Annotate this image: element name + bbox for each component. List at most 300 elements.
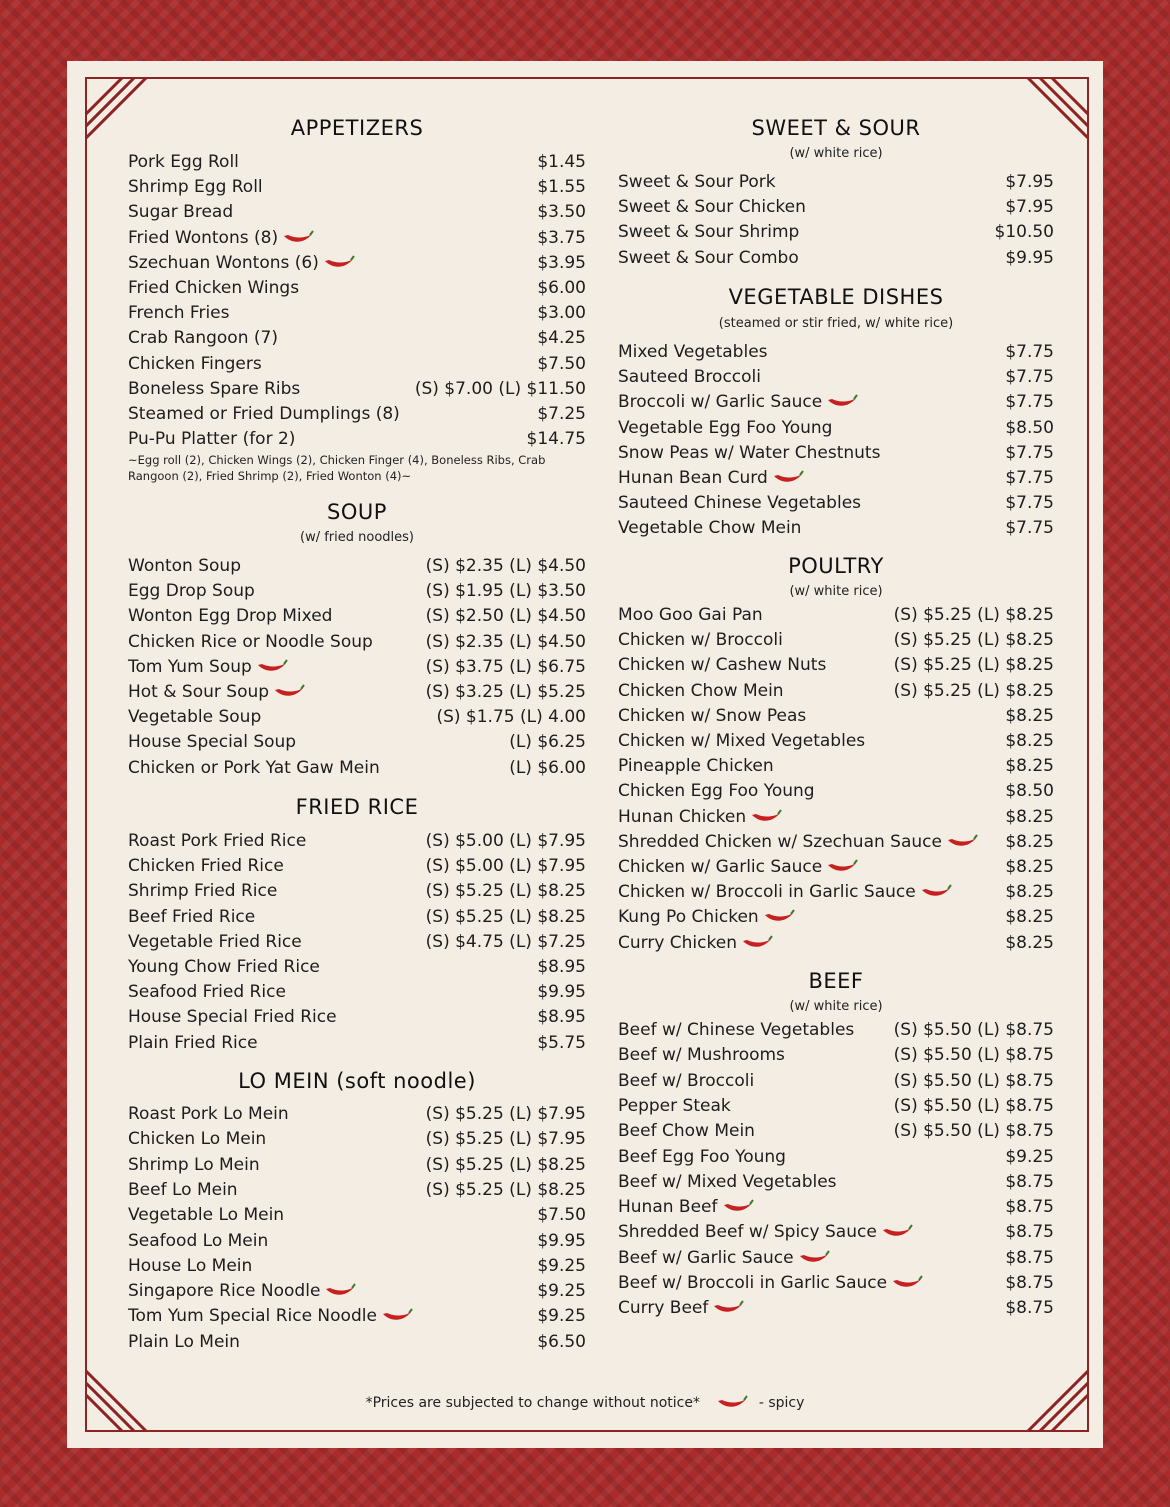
- menu-item-price: (L) $6.25: [509, 732, 586, 753]
- menu-item-name: [128, 404, 400, 424]
- menu-item-price: $7.75: [1005, 518, 1054, 539]
- menu-item-price: (S) $5.25 (L) $8.25: [893, 655, 1054, 676]
- menu-item-price: $7.50: [537, 1205, 586, 1226]
- menu-item-name: [128, 1180, 238, 1200]
- menu-item-label: Sweet & Sour Combo: [618, 247, 799, 268]
- menu-item-name: [618, 1071, 754, 1091]
- menu-item: [128, 1330, 586, 1354]
- menu-item-label: Chicken w/ Snow Peas: [618, 705, 807, 726]
- menu-item-price: (S) $5.25 (L) $8.25: [425, 906, 586, 927]
- menu-item-name: [128, 758, 380, 778]
- menu-item-name: [618, 807, 782, 827]
- menu-item-label: Curry Beef: [618, 1298, 709, 1319]
- menu-item-name: [128, 278, 299, 298]
- menu-item-label: Steamed or Fried Dumplings (8): [128, 404, 400, 424]
- menu-item: [618, 1170, 1054, 1194]
- menu-item-price: (L) $6.00: [509, 757, 586, 778]
- menu-item-price: (S) $5.50 (L) $8.75: [893, 1070, 1054, 1091]
- price-change-notice: *Prices are subjected to change without notice*: [365, 1395, 700, 1411]
- menu-item-label: Shredded Beef w/ Spicy Sauce: [618, 1222, 877, 1243]
- menu-item: [618, 704, 1054, 728]
- menu-item-price: $8.25: [1005, 831, 1054, 852]
- menu-item-name: [128, 1033, 258, 1053]
- menu-item: [618, 679, 1054, 703]
- menu-item-label: Beef Egg Foo Young: [618, 1146, 786, 1167]
- menu-item-label: Chicken w/ Garlic Sauce: [618, 857, 823, 877]
- menu-item-price: $8.50: [1005, 781, 1054, 802]
- menu-item-label: Plain Fried Rice: [128, 1032, 258, 1053]
- menu-item-price: $8.25: [1005, 705, 1054, 726]
- menu-item-price: $8.75: [1005, 1197, 1054, 1218]
- chili-pepper-icon: [946, 834, 978, 850]
- menu-item: [128, 1229, 586, 1253]
- menu-item-name: [128, 1104, 289, 1124]
- menu-item-label: Beef w/ Chinese Vegetables: [618, 1020, 855, 1040]
- menu-item-price: $10.50: [994, 222, 1054, 243]
- menu-item: [618, 1069, 1054, 1093]
- menu-item: [128, 175, 586, 199]
- menu-item-label: Roast Pork Lo Mein: [128, 1104, 289, 1124]
- chili-pepper-icon: [763, 909, 795, 925]
- menu-item: [618, 805, 1054, 829]
- chili-pepper-icon: [381, 1308, 413, 1324]
- chili-pepper-icon: [273, 684, 305, 700]
- vegetable-heading: VEGETABLE DISHES: [728, 285, 944, 309]
- menu-item-name: [618, 1197, 754, 1217]
- menu-item-name: [618, 933, 773, 953]
- menu-item-name: [618, 222, 799, 242]
- menu-item-price: $8.50: [1005, 417, 1054, 438]
- menu-item-price: (S) $5.25 (L) $8.25: [893, 680, 1054, 701]
- menu-item: [618, 653, 1054, 677]
- menu-item-name: [618, 1045, 785, 1065]
- menu-item-label: Beef w/ Garlic Sauce: [618, 1247, 794, 1268]
- menu-item-label: House Lo Mein: [128, 1255, 253, 1276]
- menu-item-name: [618, 392, 858, 412]
- menu-item-name: [618, 1172, 837, 1192]
- menu-item-name: [618, 493, 861, 513]
- menu-item-name: [618, 1222, 913, 1242]
- menu-item: [128, 427, 586, 451]
- menu-item-label: Sauteed Chinese Vegetables: [618, 493, 862, 514]
- menu-item-name: [128, 379, 300, 399]
- menu-item-name: [128, 202, 233, 222]
- menu-item: [128, 1203, 586, 1227]
- menu-item-price: (S) $5.50 (L) $8.75: [893, 1095, 1054, 1116]
- menu-item-price: $8.95: [537, 957, 586, 977]
- menu-item-name: [128, 707, 261, 727]
- menu-item-label: Hot & Sour Soup: [128, 682, 270, 702]
- menu-item: [128, 630, 586, 654]
- menu-item: [618, 1043, 1054, 1067]
- menu-item-name: [618, 1096, 731, 1116]
- menu-item-label: Vegetable Egg Foo Young: [618, 417, 833, 438]
- menu-item-label: Roast Pork Fried Rice: [128, 831, 307, 851]
- menu-item-label: Chicken Fried Rice: [128, 856, 284, 877]
- menu-item: [618, 416, 1054, 440]
- chili-pepper-icon: [722, 1199, 754, 1215]
- menu-item-price: $8.25: [1005, 932, 1054, 953]
- menu-item-name: [128, 682, 305, 702]
- fried-rice-heading: FRIED RICE: [295, 795, 419, 819]
- chili-pepper-icon: [826, 394, 858, 410]
- menu-item-price: $7.75: [1005, 493, 1054, 514]
- menu-item-label: Pepper Steak: [618, 1095, 731, 1116]
- menu-item-price: $5.75: [537, 1032, 586, 1053]
- menu-item-price: $7.75: [1005, 392, 1054, 413]
- beef-heading: BEEF: [808, 969, 864, 993]
- menu-item-label: Vegetable Soup: [128, 707, 262, 728]
- chili-pepper-icon: [256, 659, 288, 675]
- menu-item-label: Young Chow Fried Rice: [128, 957, 320, 977]
- menu-item-label: House Special Fried Rice: [128, 1007, 337, 1028]
- menu-item: [128, 980, 586, 1004]
- menu-item-price: $1.45: [537, 152, 586, 172]
- menu-item-label: Sweet & Sour Shrimp: [618, 222, 800, 243]
- menu-item: [128, 226, 586, 250]
- menu-item: [128, 655, 586, 679]
- menu-item-price: $8.25: [1005, 857, 1054, 877]
- menu-item-label: Snow Peas w/ Water Chestnuts: [618, 442, 881, 463]
- menu-item: [128, 1005, 586, 1029]
- menu-item-price: (S) $5.25 (L) $8.25: [425, 1154, 586, 1175]
- menu-item-label: Shredded Chicken w/ Szechuan Sauce: [618, 831, 942, 852]
- menu-item-price: $3.00: [537, 303, 586, 324]
- menu-item-name: [128, 881, 277, 901]
- menu-item-name: [618, 882, 952, 902]
- menu-item-name: [128, 831, 306, 851]
- menu-item-price: $7.95: [1005, 197, 1054, 218]
- menu-item-name: [618, 367, 761, 387]
- chili-pepper-icon: [772, 470, 804, 486]
- menu-item-name: [128, 1155, 260, 1175]
- chili-pepper-icon: [741, 935, 773, 951]
- menu-item: [618, 365, 1054, 389]
- menu-item-price: (S) $4.75 (L) $7.25: [425, 931, 586, 952]
- menu-item: [618, 1094, 1054, 1118]
- menu-item-name: [618, 248, 799, 268]
- menu-item-name: [618, 1298, 744, 1318]
- menu-item-label: Shrimp Lo Mein: [128, 1154, 260, 1175]
- menu-item-price: $9.95: [537, 982, 586, 1003]
- menu-item: [128, 1304, 586, 1328]
- menu-item: [618, 195, 1054, 219]
- menu-item-label: Beef w/ Mixed Vegetables: [618, 1171, 837, 1192]
- menu-item: [128, 200, 586, 224]
- menu-item: [128, 1178, 586, 1202]
- menu-item-label: Fried Wontons (8): [128, 227, 279, 248]
- menu-item-price: (S) $7.00 (L) $11.50: [414, 378, 586, 399]
- menu-item-price: (S) $2.50 (L) $4.50: [425, 606, 586, 627]
- menu-item: [618, 729, 1054, 753]
- menu-item-name: [128, 606, 332, 626]
- menu-item-name: [618, 781, 815, 801]
- menu-item: [618, 466, 1054, 490]
- menu-item-label: Sugar Bread: [128, 202, 234, 223]
- menu-item-label: Szechuan Wontons (6): [128, 252, 319, 273]
- chili-pepper-icon: [881, 1224, 913, 1240]
- menu-item-price: (S) $3.25 (L) $5.25: [425, 682, 586, 702]
- menu-item: [128, 955, 586, 979]
- menu-item-label: Chicken Chow Mein: [618, 680, 784, 701]
- menu-item-name: [128, 1205, 284, 1225]
- menu-item-name: [618, 630, 783, 650]
- menu-item-name: [618, 731, 865, 751]
- menu-item: [128, 1127, 586, 1151]
- pupu-platter-description: ~Egg roll (2), Chicken Wings (2), Chicken Finger (4), Boneless Ribs, Crab Rangoon (2), Fried Shrimp (2), Fried Wonton (4)~: [128, 453, 546, 483]
- menu-item-price: $3.75: [537, 227, 586, 248]
- menu-item-price: $9.25: [537, 1255, 586, 1276]
- menu-item-label: Plain Lo Mein: [128, 1331, 240, 1352]
- menu-item-name: [618, 197, 806, 217]
- menu-item: [618, 830, 1054, 854]
- menu-item-label: Beef w/ Mushrooms: [618, 1045, 785, 1066]
- menu-item-name: [618, 1121, 755, 1141]
- menu-item-name: [128, 957, 320, 977]
- menu-item-name: [128, 632, 373, 652]
- menu-item: [618, 1119, 1054, 1143]
- menu-item-price: $7.25: [537, 404, 586, 424]
- menu-item-price: $6.50: [537, 1331, 586, 1352]
- menu-item-name: [128, 228, 314, 248]
- menu-item-price: $7.95: [1005, 172, 1054, 192]
- menu-item: [128, 829, 586, 853]
- menu-item-price: $9.25: [1005, 1146, 1054, 1167]
- chili-pepper-icon: [826, 859, 858, 875]
- menu-item-name: [618, 605, 763, 625]
- menu-item-price: $6.00: [537, 278, 586, 298]
- menu-item-label: Chicken Lo Mein: [128, 1129, 267, 1150]
- menu-item-price: $7.50: [537, 353, 586, 374]
- menu-item-name: [618, 172, 776, 192]
- menu-item-name: [618, 468, 804, 488]
- menu-item-label: Chicken Fingers: [128, 353, 262, 374]
- menu-item-price: $7.75: [1005, 442, 1054, 463]
- menu-item: [618, 1220, 1054, 1244]
- menu-item-name: [618, 706, 806, 726]
- menu-item-label: Crab Rangoon (7): [128, 328, 278, 349]
- menu-item-label: Curry Chicken: [618, 932, 737, 953]
- menu-item-price: $1.55: [537, 177, 586, 198]
- menu-item-price: (S) $1.75 (L) 4.00: [436, 707, 586, 728]
- menu-item-label: Seafood Fried Rice: [128, 982, 286, 1003]
- menu-item: [128, 1153, 586, 1177]
- menu-item-label: Seafood Lo Mein: [128, 1230, 269, 1251]
- menu-item-label: Hunan Chicken: [618, 806, 747, 827]
- menu-item-name: [128, 1007, 337, 1027]
- menu-item-label: Vegetable Fried Rice: [128, 931, 302, 952]
- menu-item-name: [618, 418, 832, 438]
- menu-item: [128, 705, 586, 729]
- menu-item-name: [618, 1273, 923, 1293]
- menu-item: [128, 301, 586, 325]
- menu-item: [618, 1296, 1054, 1320]
- menu-item-name: [618, 907, 795, 927]
- menu-item: [128, 730, 586, 754]
- menu-item: [128, 1031, 586, 1055]
- menu-item: [618, 603, 1054, 627]
- menu-item-label: Beef w/ Broccoli in Garlic Sauce: [618, 1273, 888, 1293]
- menu-item: [128, 377, 586, 401]
- menu-item-price: (S) $5.50 (L) $8.75: [893, 1121, 1054, 1142]
- menu-item: [128, 680, 586, 704]
- menu-item-price: (S) $5.25 (L) $8.25: [893, 605, 1054, 625]
- menu-item: [128, 579, 586, 603]
- menu-item-price: $8.25: [1005, 756, 1054, 777]
- menu-item-label: Boneless Spare Ribs: [128, 378, 301, 399]
- sweet-sour-heading: SWEET & SOUR: [751, 116, 921, 140]
- menu-item: [618, 491, 1054, 515]
- menu-item-name: [128, 657, 288, 677]
- menu-item-price: $8.95: [537, 1007, 586, 1028]
- menu-item-name: [128, 177, 263, 197]
- poultry-heading: POULTRY: [788, 554, 884, 578]
- menu-item: [618, 1246, 1054, 1270]
- spicy-legend: - spicy: [758, 1395, 805, 1411]
- menu-item-name: [128, 907, 255, 927]
- menu-item: [128, 905, 586, 929]
- menu-item-price: (S) $1.95 (L) $3.50: [425, 581, 586, 602]
- vegetable-note: (steamed or stir fried, w/ white rice): [718, 316, 954, 331]
- menu-item-label: Hunan Bean Curd: [618, 468, 768, 488]
- menu-item-price: (S) $5.50 (L) $8.75: [893, 1020, 1054, 1040]
- menu-item-price: (S) $5.00 (L) $7.95: [425, 831, 586, 851]
- chili-pepper-icon: [324, 1283, 356, 1299]
- menu-item-name: [618, 342, 768, 362]
- menu-item-label: Tom Yum Soup: [128, 656, 252, 677]
- menu-item: [618, 1195, 1054, 1219]
- menu-item-name: [128, 982, 286, 1002]
- menu-item: [128, 930, 586, 954]
- menu-item-price: $9.95: [537, 1230, 586, 1251]
- menu-item-name: [618, 857, 858, 877]
- menu-item-name: [618, 756, 774, 776]
- poultry-note: (w/ white rice): [789, 584, 883, 599]
- menu-item-label: Chicken w/ Broccoli: [618, 630, 783, 651]
- menu-item-name: [128, 253, 355, 273]
- menu-item-name: [618, 681, 784, 701]
- menu-item-price: $7.75: [1005, 342, 1054, 362]
- menu-item: [618, 779, 1054, 803]
- appetizers-heading: APPETIZERS: [290, 116, 424, 140]
- menu-item-price: $8.75: [1005, 1247, 1054, 1268]
- menu-item: [128, 352, 586, 376]
- menu-item: [128, 276, 586, 300]
- menu-item-price: $9.25: [537, 1306, 586, 1327]
- menu-item: [128, 854, 586, 878]
- menu-item-label: Beef w/ Broccoli: [618, 1070, 755, 1091]
- menu-item: [128, 1254, 586, 1278]
- menu-item-name: [128, 732, 296, 752]
- menu-item-name: [618, 443, 880, 463]
- menu-item-label: Pu-Pu Platter (for 2): [128, 429, 296, 450]
- chili-pepper-icon: [750, 809, 782, 825]
- menu-item: [128, 251, 586, 275]
- menu-item-label: Chicken w/ Mixed Vegetables: [618, 731, 866, 751]
- menu-item-label: Shrimp Egg Roll: [128, 177, 263, 198]
- menu-item-price: (S) $5.25 (L) $7.95: [425, 1104, 586, 1124]
- menu-item-label: Fried Chicken Wings: [128, 278, 300, 298]
- menu-item-label: Beef Fried Rice: [128, 906, 256, 927]
- lo-mein-heading: LO MEIN (soft noodle): [238, 1069, 476, 1093]
- menu-item: [618, 390, 1054, 414]
- menu-item: [618, 880, 1054, 904]
- menu-item-name: [128, 856, 284, 876]
- menu-item-price: $9.95: [1005, 247, 1054, 268]
- menu-item-name: [128, 429, 295, 449]
- menu-item-price: (S) $5.00 (L) $7.95: [425, 856, 586, 877]
- menu-item-price: (S) $2.35 (L) $4.50: [425, 556, 586, 576]
- menu-item: [618, 1145, 1054, 1169]
- menu-item-name: [618, 655, 826, 675]
- menu-item-price: $3.50: [537, 202, 586, 223]
- menu-item-label: Beef Lo Mein: [128, 1179, 238, 1200]
- menu-item-label: Tom Yum Special Rice Noodle: [128, 1306, 377, 1327]
- menu-item-name: [128, 303, 230, 323]
- menu-item-label: Chicken w/ Broccoli in Garlic Sauce: [618, 882, 916, 903]
- menu-item-name: [128, 152, 239, 172]
- menu-footer: [0, 1395, 1170, 1411]
- menu-item: [128, 402, 586, 426]
- menu-item-label: Beef Chow Mein: [618, 1121, 755, 1142]
- menu-item: [618, 931, 1054, 955]
- menu-item: [618, 905, 1054, 929]
- menu-item: [618, 170, 1054, 194]
- menu-item: [618, 441, 1054, 465]
- menu-item-label: Vegetable Lo Mein: [128, 1205, 285, 1226]
- menu-item: [128, 554, 586, 578]
- menu-item-name: [128, 556, 241, 576]
- chili-pepper-icon: [282, 230, 314, 246]
- menu-item-label: Wonton Soup: [128, 556, 241, 576]
- menu-item-price: $8.75: [1005, 1171, 1054, 1192]
- menu-item: [128, 150, 586, 174]
- menu-item-price: $8.75: [1005, 1222, 1054, 1243]
- menu-item: [618, 855, 1054, 879]
- menu-item-label: Shrimp Fried Rice: [128, 881, 278, 902]
- menu-item: [128, 326, 586, 350]
- menu-item-price: (S) $5.25 (L) $8.25: [425, 881, 586, 902]
- menu-item-price: $3.95: [537, 252, 586, 273]
- chili-pepper-icon: [891, 1275, 923, 1291]
- menu-item-name: [128, 1231, 268, 1251]
- menu-item-name: [128, 1256, 252, 1276]
- menu-item-name: [128, 1129, 266, 1149]
- menu-item-name: [128, 1332, 240, 1352]
- menu-item-name: [618, 1020, 854, 1040]
- menu-item-label: Moo Goo Gai Pan: [618, 605, 763, 625]
- menu-item-label: Hunan Beef: [618, 1197, 718, 1218]
- chili-pepper-icon: [920, 884, 952, 900]
- menu-item-label: Vegetable Chow Mein: [618, 518, 802, 539]
- soup-note: (w/ fried noodles): [300, 530, 414, 545]
- chili-pepper-icon: [712, 1300, 744, 1316]
- sweet-sour-note: (w/ white rice): [789, 146, 883, 161]
- menu-item-price: (S) $5.50 (L) $8.75: [893, 1045, 1054, 1066]
- menu-item: [618, 246, 1054, 270]
- menu-item-name: [618, 1248, 830, 1268]
- menu-item-label: Sweet & Sour Chicken: [618, 197, 806, 218]
- menu-item-price: (S) $5.25 (L) $8.25: [425, 1179, 586, 1200]
- menu-item-name: [128, 354, 262, 374]
- menu-item-name: [618, 832, 978, 852]
- menu-item-price: $8.25: [1005, 882, 1054, 903]
- menu-item: [128, 756, 586, 780]
- chili-pepper-icon: [716, 1395, 748, 1411]
- menu-item: [618, 1271, 1054, 1295]
- menu-item-label: Pineapple Chicken: [618, 756, 774, 777]
- menu-item-price: (S) $5.25 (L) $7.95: [425, 1129, 586, 1150]
